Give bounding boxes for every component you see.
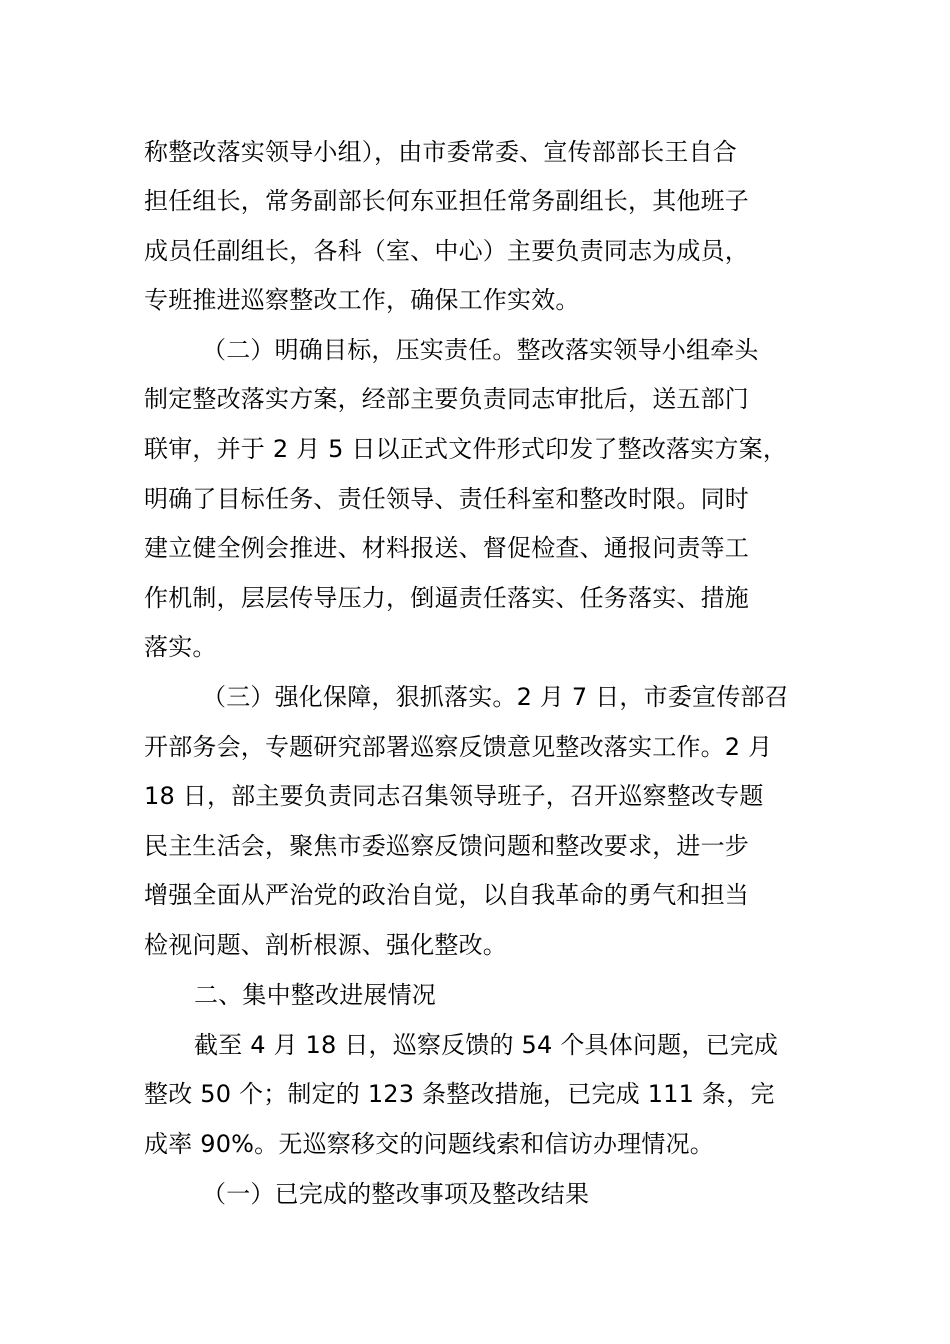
- paragraph-line: 截至 4 月 18 日，巡察反馈的 54 个具体问题，已完成: [194, 1031, 779, 1059]
- paragraph-line: 专班推进巡察整改工作，确保工作实效。: [144, 286, 580, 314]
- paragraph-line: 称整改落实领导小组），由市委常委、宣传部部长王自合: [144, 138, 737, 166]
- paragraph-line: 作机制，层层传导压力，倒逼责任落实、任务落实、措施: [144, 584, 749, 612]
- paragraph-line: 联审，并于 2 月 5 日以正式文件形式印发了整改落实方案，: [144, 435, 788, 463]
- paragraph-line: 检视问题、剖析根源、强化整改。: [144, 931, 507, 959]
- paragraph-line: 增强全面从严治党的政治自觉，以自我革命的勇气和担当: [144, 881, 749, 909]
- paragraph-line: 开部务会，专题研究部署巡察反馈意见整改落实工作。2 月: [144, 733, 773, 761]
- paragraph-line: 民主生活会，聚焦市委巡察反馈问题和整改要求，进一步: [144, 832, 749, 860]
- section-heading-line: （三）强化保障，狠抓落实。2 月 7 日，市委宣传部召: [202, 683, 789, 711]
- paragraph-line: 担任组长，常务副部长何东亚担任常务副组长，其他班子: [144, 187, 749, 215]
- paragraph-line: 建立健全例会推进、材料报送、督促检查、通报问责等工: [144, 534, 749, 562]
- paragraph-line: 整改 50 个；制定的 123 条整改措施，已完成 111 条，完: [144, 1080, 775, 1108]
- chapter-heading: 二、集中整改进展情况: [194, 981, 436, 1009]
- paragraph-line: 18 日，部主要负责同志召集领导班子，召开巡察整改专题: [144, 782, 764, 810]
- paragraph-line: 成员任副组长，各科（室、中心）主要负责同志为成员，: [144, 237, 749, 265]
- paragraph-line: 制定整改落实方案，经部主要负责同志审批后，送五部门: [144, 385, 749, 413]
- paragraph-line: 明确了目标任务、责任领导、责任科室和整改时限。同时: [144, 485, 749, 513]
- section-heading-line: （一）已完成的整改事项及整改结果: [202, 1180, 590, 1208]
- paragraph-line: 落实。: [144, 633, 217, 661]
- section-heading-line: （二）明确目标，压实责任。整改落实领导小组牵头: [202, 336, 759, 364]
- paragraph-line: 成率 90%。无巡察移交的问题线索和信访办理情况。: [144, 1130, 714, 1158]
